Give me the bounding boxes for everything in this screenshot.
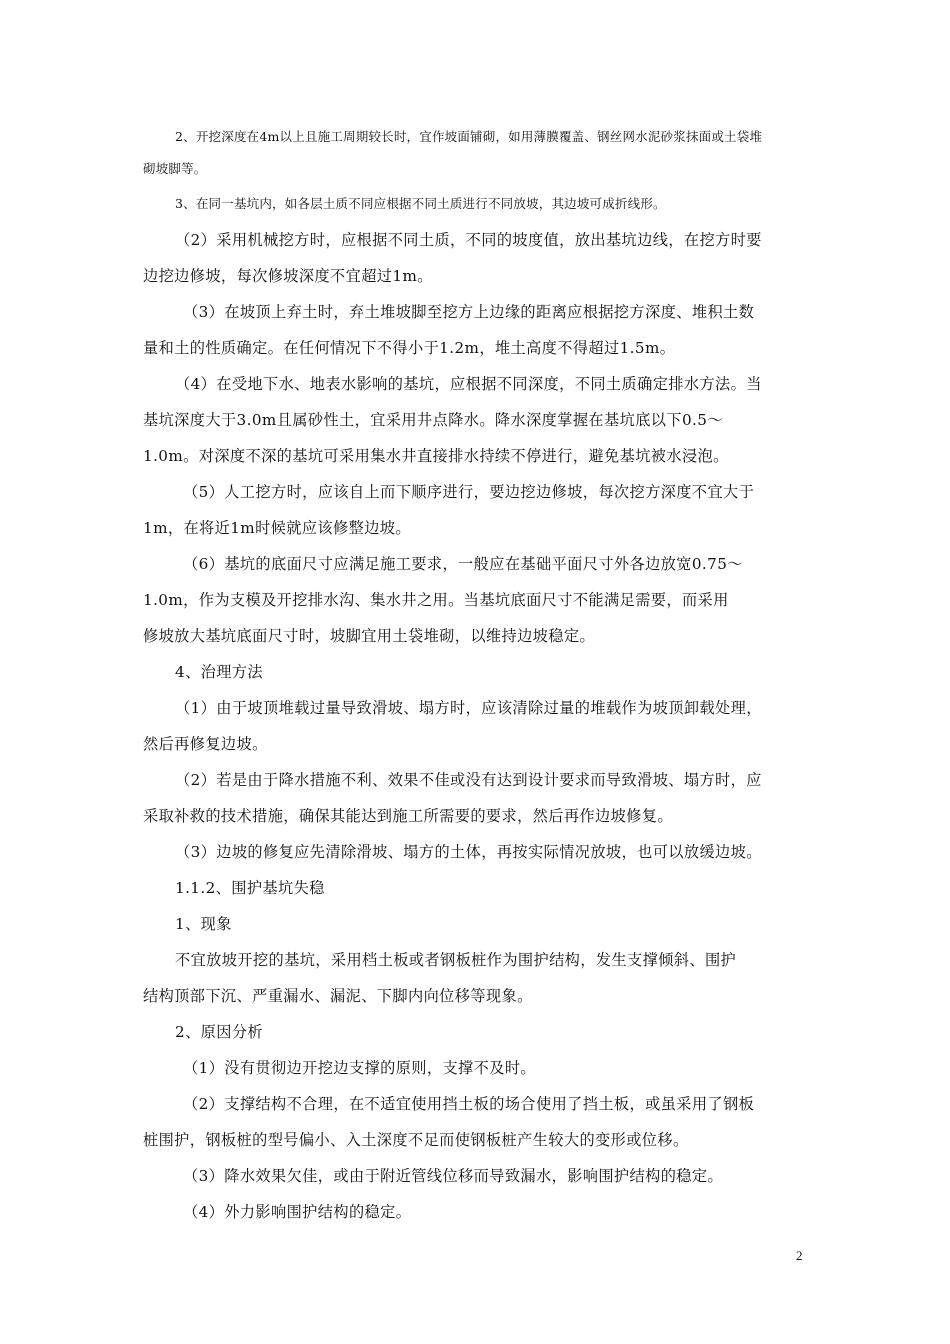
step-2-line-1: （2）采用机械挖方时，应根据不同土质，不同的坡度值，放出基坑边线，在挖方时要 — [175, 231, 762, 249]
heading-treatment: 4、治理方法 — [175, 663, 264, 681]
phenomenon-line-2: 结构顶部下沉、严重漏水、漏泥、下脚内向位移等现象。 — [143, 987, 533, 1005]
step-6-line-2: 1.0m，作为支模及开挖排水沟、集水井之用。当基坑底面尺寸不能满足需要，而采用 — [143, 591, 729, 609]
treat-3: （3）边坡的修复应先清除滑坡、塌方的土体，再按实际情况放坡，也可以放缓边坡。 — [175, 843, 762, 861]
step-3-line-1: （3）在坡顶上弃土时，弃土堆坡脚至挖方上边缘的距离应根据挖方深度、堆积土数 — [183, 303, 755, 321]
treat-2-line-1: （2）若是由于降水措施不利、效果不佳或没有达到设计要求而导致滑坡、塌方时，应 — [175, 771, 762, 789]
cause-2-line-1: （2）支撑结构不合理，在不适宜使用挡土板的场合使用了挡土板，或虽采用了钢板 — [183, 1095, 755, 1113]
treat-1-line-2: 然后再修复边坡。 — [143, 735, 268, 753]
cause-4: （4）外力影响围护结构的稳定。 — [183, 1203, 412, 1221]
heading-phenomenon: 1、现象 — [175, 915, 232, 933]
step-5-line-2: 1m，在将近1m时候就应该修整边坡。 — [143, 519, 411, 537]
item-3: 3、在同一基坑内，如各层土质不同应根据不同土质进行不同放坡，其边坡可成折线形。 — [175, 196, 666, 211]
step-4-line-1: （4）在受地下水、地表水影响的基坑，应根据不同深度，不同土质确定排水方法。当 — [175, 375, 762, 393]
step-3-line-2: 量和土的性质确定。在任何情况下不得小于1.2m，堆土高度不得超过1.5m。 — [143, 339, 676, 357]
item-2-line-2: 砌坡脚等。 — [143, 161, 207, 176]
heading-1-1-2: 1.1.2、围护基坑失稳 — [175, 879, 325, 897]
step-5-line-1: （5）人工挖方时，应该自上而下顺序进行，要边挖边修坡，每次挖方深度不宜大于 — [183, 483, 755, 501]
heading-cause-analysis: 2、原因分析 — [175, 1023, 264, 1041]
step-4-line-3: 1.0m。对深度不深的基坑可采用集水井直接排水持续不停进行，避免基坑被水浸泡。 — [143, 447, 729, 465]
page-number: 2 — [796, 1248, 803, 1263]
cause-2-line-2: 桩围护，钢板桩的型号偏小、入土深度不足而使钢板桩产生较大的变形或位移。 — [143, 1131, 689, 1149]
step-6-line-1: （6）基坑的底面尺寸应满足施工要求，一般应在基础平面尺寸外各边放宽0.75～ — [183, 555, 743, 573]
step-4-line-2: 基坑深度大于3.0m且属砂性土，宜采用井点降水。降水深度掌握在基坑底以下0.5～ — [143, 411, 723, 429]
step-6-line-3: 修坡放大基坑底面尺寸时，坡脚宜用土袋堆砌，以维持边坡稳定。 — [143, 627, 596, 645]
treat-2-line-2: 采取补救的技术措施，确保其能达到施工所需要的要求，然后再作边坡修复。 — [143, 807, 673, 825]
item-2-line-1: 2、开挖深度在4m以上且施工周期较长时，宜作坡面铺砌，如用薄膜覆盖、钢丝网水泥砂浆抹面或土袋堆 — [175, 129, 763, 144]
cause-1: （1）没有贯彻边开挖边支撑的原则，支撑不及时。 — [183, 1059, 536, 1077]
cause-3: （3）降水效果欠佳，或由于附近管线位移而导致漏水，影响围护结构的稳定。 — [183, 1167, 724, 1185]
phenomenon-line-1: 不宜放坡开挖的基坑，采用档土板或者钢板桩作为围护结构，发生支撑倾斜、围护 — [175, 951, 737, 969]
step-2-line-2: 边挖边修坡，每次修坡深度不宜超过1m。 — [143, 267, 433, 285]
treat-1-line-1: （1）由于坡顶堆载过量导致滑坡、塌方时，应该清除过量的堆载作为坡顶卸载处理， — [175, 699, 762, 717]
